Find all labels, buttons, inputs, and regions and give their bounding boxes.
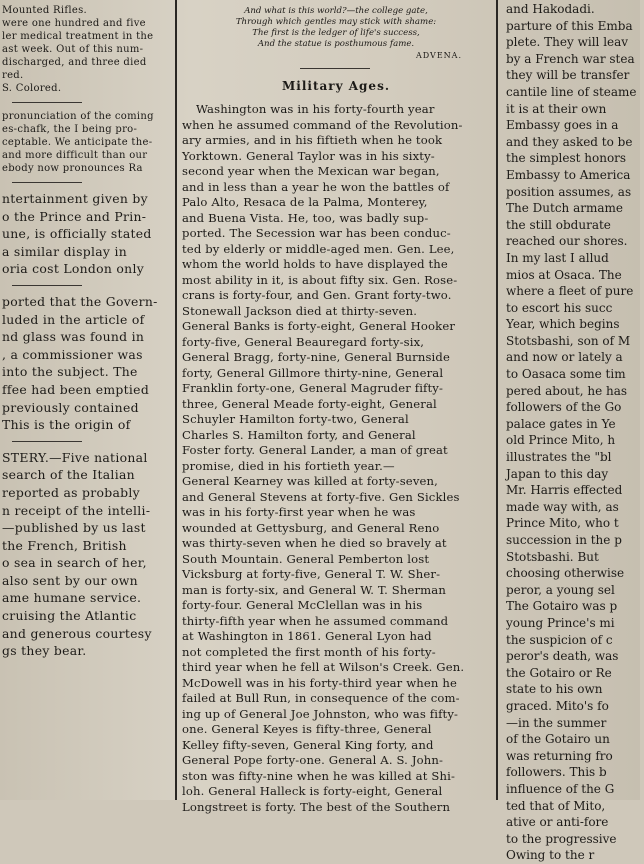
text-line: ative or anti-fore xyxy=(506,815,609,830)
text-line: ted that of Mito, xyxy=(506,798,606,813)
text-line: Longstreet is forty. The best of the Southern xyxy=(182,799,451,814)
text-line: discharged, and three died xyxy=(2,57,147,68)
text-line: they will be transfer xyxy=(506,68,630,83)
text-line: ing up of General Joe Johnston, who was fifty- xyxy=(182,706,459,721)
text-line: , a commissioner was xyxy=(2,346,143,362)
text-line: thirty-fifth year when he assumed command xyxy=(182,613,449,628)
text-line: followers of the Go xyxy=(506,400,622,415)
text-line: General Pope forty-one. General A. S. John- xyxy=(182,753,444,767)
text-line: General Bragg, forty-nine, General Burnside xyxy=(182,350,450,364)
text-line: were one hundred and five xyxy=(2,18,146,29)
text-line: Embassy to America xyxy=(506,167,631,182)
text-line: graced. Mito's fo xyxy=(506,698,609,713)
text-line: old Prince Mito, h xyxy=(506,433,616,448)
text-line: and Buena Vista. He, too, was badly sup- xyxy=(182,210,429,225)
text-line: Yorktown. General Taylor was in his sixty- xyxy=(182,148,435,163)
text-line: second year when the Mexican war began, xyxy=(182,164,440,178)
text-line: General Kearney was killed at forty-seven, xyxy=(182,474,438,488)
text-line: of the Gotairo un xyxy=(506,732,610,747)
text-line: ffee had been emptied xyxy=(2,381,150,397)
text-line: was returning fro xyxy=(506,748,613,763)
text-line: Washington was in his forty-fourth year xyxy=(196,102,435,116)
text-line: ame humane service. xyxy=(2,590,142,606)
text-line: the still obdurate xyxy=(506,217,611,232)
text-line: Stotsbashi. But xyxy=(506,549,599,564)
text-line: to the progressive xyxy=(506,831,617,846)
text-line: Schuyler Hamilton forty-two, General xyxy=(182,412,409,426)
text-line: Mounted Rifles. xyxy=(2,5,88,16)
text-line: to Oasaca some tim xyxy=(506,367,626,382)
text-line: This is the origin of xyxy=(2,417,131,433)
right-column-text xyxy=(506,1,644,864)
text-line: man is forty-six, and General W. T. Sherman xyxy=(182,582,446,597)
text-line: Embassy goes in a xyxy=(506,118,619,133)
text-line: pronunciation of the coming xyxy=(2,111,154,122)
text-line: into the subject. The xyxy=(2,364,138,380)
text-line: gs they bear. xyxy=(2,643,87,659)
text-line: made way with, as xyxy=(506,499,619,514)
left-article-fragment xyxy=(2,449,174,660)
text-line: influence of the G xyxy=(506,781,615,796)
text-line: palace gates in Ye xyxy=(506,416,616,431)
text-line: parture of this Emba xyxy=(506,18,633,33)
text-line: ebody now pronounces Ra xyxy=(2,163,143,174)
poem-line: The first is the ledger of life's success, xyxy=(252,28,420,38)
text-line: promise, died in his fortieth year.— xyxy=(182,458,395,473)
text-line: The Gotairo was p xyxy=(506,599,618,614)
left-article-fragment xyxy=(2,293,174,434)
text-line: the Gotairo or Re xyxy=(506,665,612,680)
text-line: young Prince's mi xyxy=(506,615,615,630)
poem-signature: ADVENA. xyxy=(416,51,462,60)
text-line: luded in the article of xyxy=(2,311,145,327)
text-line: one. General Keyes is fifty-three, General xyxy=(182,722,432,736)
column-rule-left xyxy=(175,0,177,800)
text-line: red. xyxy=(2,70,24,81)
text-line: peror, a young sel xyxy=(506,582,615,597)
text-line: previously contained xyxy=(2,399,139,415)
poem xyxy=(180,2,492,61)
text-line: Palo Alto, Resaca de la Palma, Monterey, xyxy=(182,195,428,209)
text-line: Kelley fifty-seven, General King forty, and xyxy=(182,737,434,752)
text-line: it is at their own xyxy=(506,101,607,116)
text-line: une, is officially stated xyxy=(2,226,152,242)
text-line: Stotsbashi, son of M xyxy=(506,333,631,348)
text-line: ported. The Secession war has been conduc- xyxy=(182,226,451,240)
text-line: Prince Mito, who t xyxy=(506,516,619,531)
text-line: third year when he fell at Wilson's Creek. Gen. xyxy=(182,660,465,674)
text-line: peror's death, was xyxy=(506,649,619,664)
text-line: most ability in it, is about fifty six. Gen. Rose- xyxy=(182,272,458,287)
text-line: state to his own xyxy=(506,682,603,697)
text-line: —published by us last xyxy=(2,520,146,536)
text-line: a similar display in xyxy=(2,243,127,259)
text-line: pered about, he has xyxy=(506,383,628,398)
article-body xyxy=(180,102,492,815)
text-line: reached our shores. xyxy=(506,234,628,249)
text-line: ntertainment given by xyxy=(2,191,148,206)
text-line: Charles S. Hamilton forty, and General xyxy=(182,427,416,442)
text-line: not completed the first month of his forty- xyxy=(182,644,436,659)
text-line: forty-four. General McClellan was in his xyxy=(182,598,423,612)
text-line: McDowell was in his forty-third year when he xyxy=(182,675,457,690)
text-line: where a fleet of pure xyxy=(506,284,634,299)
text-line: cantile line of steame xyxy=(506,84,637,99)
text-line: reported as probably xyxy=(2,484,140,500)
text-line: crans is forty-four, and Gen. Grant forty-two. xyxy=(182,288,452,302)
text-line: South Mountain. General Pemberton lost xyxy=(182,551,430,566)
text-line: and generous courtesy xyxy=(2,625,152,641)
text-line: and Hakodadi. xyxy=(506,2,595,16)
left-article-fragment xyxy=(2,190,174,278)
text-line: In my last I allud xyxy=(506,250,609,265)
text-line: by a French war stea xyxy=(506,51,635,66)
divider xyxy=(12,441,82,442)
text-line: n receipt of the intelli- xyxy=(2,502,151,518)
text-line: ary armies, and in his fiftieth when he took xyxy=(182,133,443,147)
text-line: whom the world holds to have displayed the xyxy=(182,257,448,271)
text-line: the suspicion of c xyxy=(506,632,613,647)
text-line: at Washington in 1861. General Lyon had xyxy=(182,629,432,643)
text-line: ast week. Out of this num- xyxy=(2,44,144,55)
text-line: ston was fifty-nine when he was killed at Shi- xyxy=(182,768,456,783)
text-line: o sea in search of her, xyxy=(2,555,147,571)
text-line: the simplest honors xyxy=(506,151,627,166)
text-line: Foster forty. General Lander, a man of great xyxy=(182,443,448,457)
text-line: ceptable. We anticipate the- xyxy=(2,137,153,148)
text-line: and General Stevens at forty-five. Gen Sickles xyxy=(182,489,460,504)
text-line: succession in the p xyxy=(506,533,622,547)
text-line: General Banks is forty-eight, General Hooker xyxy=(182,319,456,333)
text-line: and in less than a year he won the battles of xyxy=(182,179,450,194)
poem-line: And what is this world?—the college gate, xyxy=(244,6,428,16)
text-line: to escort his succ xyxy=(506,300,613,315)
text-line: wounded at Gettysburg, and General Reno xyxy=(182,520,440,535)
text-line: and now or lately a xyxy=(506,350,623,365)
text-line: Mr. Harris effected xyxy=(506,483,623,498)
text-line: STERY.—Five national xyxy=(2,449,148,465)
poem-line: Through which gentles may stick with shame: xyxy=(235,17,437,27)
text-line: search of the Italian xyxy=(2,467,135,483)
text-line: when he assumed command of the Revolution- xyxy=(182,117,463,132)
text-line: and more difficult than our xyxy=(2,150,148,161)
text-line: failed at Bull Run, in consequence of the com- xyxy=(182,691,460,705)
text-line: three, General Meade forty-eight, General xyxy=(182,396,437,411)
text-line: The Dutch armame xyxy=(506,201,623,216)
text-line: —in the summer xyxy=(506,715,607,730)
text-line: Japan to this day xyxy=(506,466,609,481)
left-column-text xyxy=(2,4,174,660)
article-title: Military Ages. xyxy=(281,79,391,93)
text-line: ler medical treatment in the xyxy=(2,31,154,42)
text-line: oria cost London only xyxy=(2,261,145,277)
column-rule-right xyxy=(496,0,498,800)
text-line: es-chafk, the I being pro- xyxy=(2,124,138,135)
poem-line: And the statue is posthumous fame. xyxy=(257,39,415,49)
text-line: o the Prince and Prin- xyxy=(2,208,147,224)
middle-column xyxy=(180,2,492,814)
left-column xyxy=(0,4,174,804)
text-line: ted by elderly or middle-aged men. Gen. Lee, xyxy=(182,241,455,256)
text-line: illustrates the "bl xyxy=(506,450,612,465)
text-line: ported that the Govern- xyxy=(2,293,158,309)
text-line: choosing otherwise xyxy=(506,566,625,581)
text-line: followers. This b xyxy=(506,765,607,780)
text-line: Owing to the r xyxy=(506,848,595,863)
text-line: Stonewall Jackson died at thirty-seven. xyxy=(182,303,418,318)
divider xyxy=(300,68,370,69)
text-line: Year, which begins xyxy=(506,317,620,332)
text-line: forty-five, General Beauregard forty-six, xyxy=(182,334,425,349)
text-line: Vicksburg at forty-five, General T. W. Sher- xyxy=(182,567,441,581)
text-line: was thirty-seven when he died so bravely at xyxy=(182,536,447,550)
text-line: and they asked to be xyxy=(506,134,633,149)
text-line: the French, British xyxy=(2,537,127,553)
divider xyxy=(12,182,82,183)
text-line: forty, General Gillmore thirty-nine, General xyxy=(182,365,444,380)
text-line: cruising the Atlantic xyxy=(2,608,137,624)
divider xyxy=(12,285,82,286)
left-article-fragment xyxy=(2,110,174,175)
text-line: plete. They will leav xyxy=(506,35,629,50)
divider xyxy=(12,102,82,103)
right-column xyxy=(502,1,644,863)
text-line: loh. General Halleck is forty-eight, General xyxy=(182,784,443,798)
left-article-fragment xyxy=(2,4,174,95)
text-line: nd glass was found in xyxy=(2,329,145,345)
text-line: S. Colored. xyxy=(2,83,62,94)
text-line: Franklin forty-one, General Magruder fifty- xyxy=(182,381,444,395)
text-line: position assumes, as xyxy=(506,184,632,199)
text-line: mios at Osaca. The xyxy=(506,267,622,282)
text-line: also sent by our own xyxy=(2,572,138,588)
text-line: was in his forty-first year when he was xyxy=(182,505,416,519)
